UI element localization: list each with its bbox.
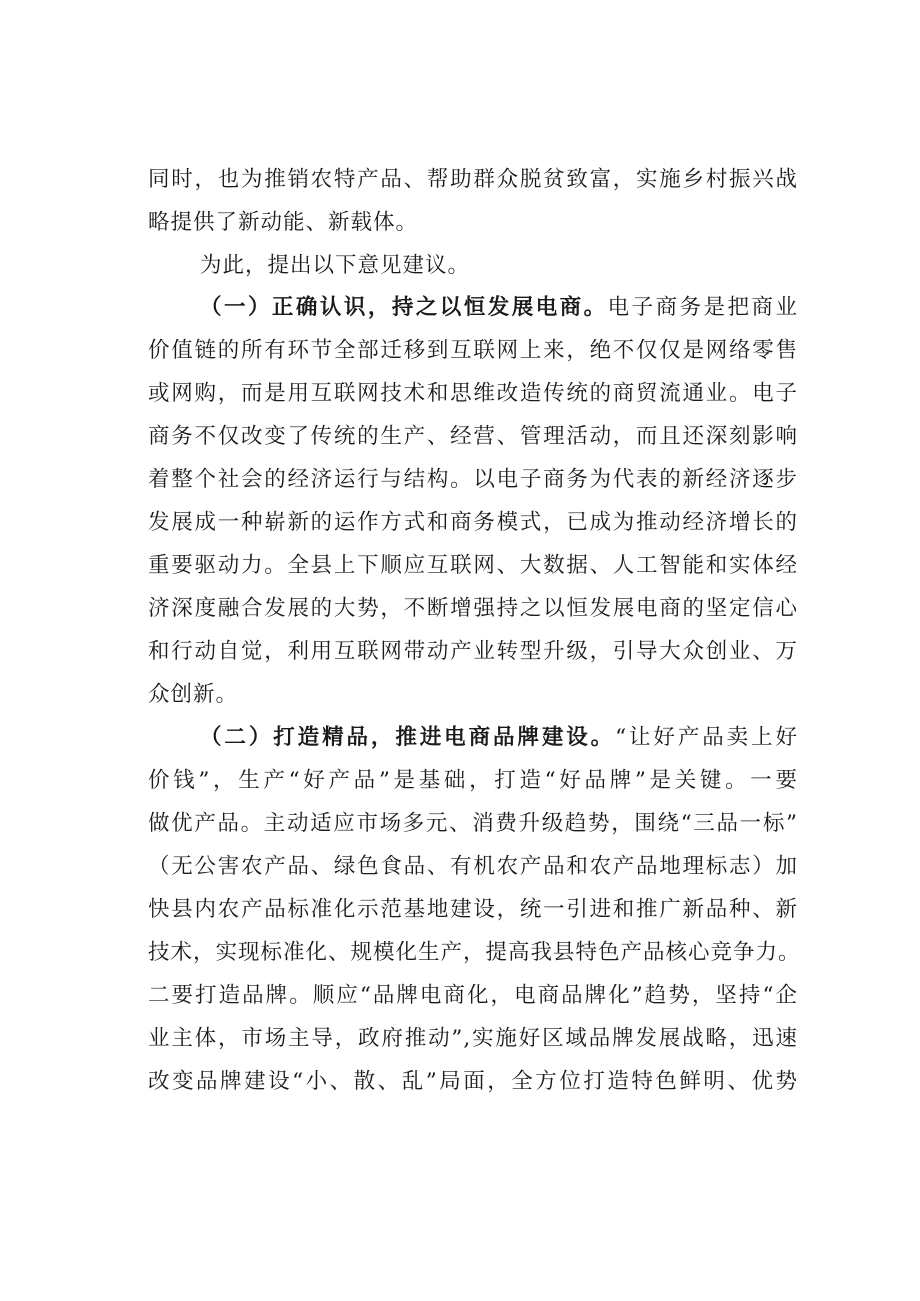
paragraph-heading-line	[200, 288, 798, 328]
text-line: 同时，也为推销农特产品、帮助群众脱贫致富，实施乡村振兴战	[148, 167, 798, 192]
text-line: 商务不仅改变了传统的生产、经营、管理活动，而且还深刻影响	[148, 424, 798, 449]
text-line: 和行动自觉，利用互联网带动产业转型升级，引导大众创业、万	[148, 639, 798, 664]
text-line: 或网购，而是用互联网技术和思维改造传统的商贸流通业。电子	[148, 381, 798, 406]
text-line: 着整个社会的经济运行与结构。以电子商务为代表的新经济逐步	[148, 467, 798, 492]
text-line: 重要驱动力。全县上下顺应互联网、大数据、人工智能和实体经	[148, 553, 798, 578]
text-line: 为此，提出以下意见建议。	[200, 253, 471, 278]
text-line: 发展成一种崭新的运作方式和商务模式，已成为推动经济增长的	[148, 510, 798, 535]
text-line: 济深度融合发展的大势，不断增强持之以恒发展电商的坚定信心	[148, 596, 798, 621]
text-fragment: “让好产品卖上好	[615, 725, 798, 750]
section-heading-1: （一）正确认识，持之以恒发展电商。	[200, 295, 608, 320]
text-fragment: 电子商务是把商业	[607, 295, 798, 320]
text-line: 改变品牌建设“小、散、乱”局面，全方位打造特色鲜明、优势	[148, 1069, 798, 1094]
section-heading-2: （二）打造精品，推进电商品牌建设。	[200, 725, 616, 750]
text-line: 价钱”，生产“好产品”是基础，打造“好品牌”是关键。一要	[148, 768, 798, 793]
text-line: 快县内农产品标准化示范基地建设，统一引进和推广新品种、新	[148, 897, 798, 922]
text-line: 做优产品。主动适应市场多元、消费升级趋势，围绕“三品一标”	[148, 811, 798, 836]
text-line: 众创新。	[148, 682, 239, 707]
text-line: 技术，实现标准化、规模化生产，提高我县特色产品核心竞争力。	[148, 940, 801, 965]
paragraph-heading-line	[200, 718, 798, 758]
text-line: 业主体，市场主导，政府推动”,实施好区域品牌发展战略，迅速	[148, 1026, 798, 1051]
text-line: 略提供了新动能、新载体。	[148, 210, 419, 235]
text-line: 二要打造品牌。顺应“品牌电商化，电商品牌化”趋势，坚持“企	[148, 983, 798, 1008]
text-line: 价值链的所有环节全部迁移到互联网上来，绝不仅仅是网络零售	[148, 338, 798, 363]
text-line: （无公害农产品、绿色食品、有机农产品和农产品地理标志）加	[148, 854, 798, 879]
